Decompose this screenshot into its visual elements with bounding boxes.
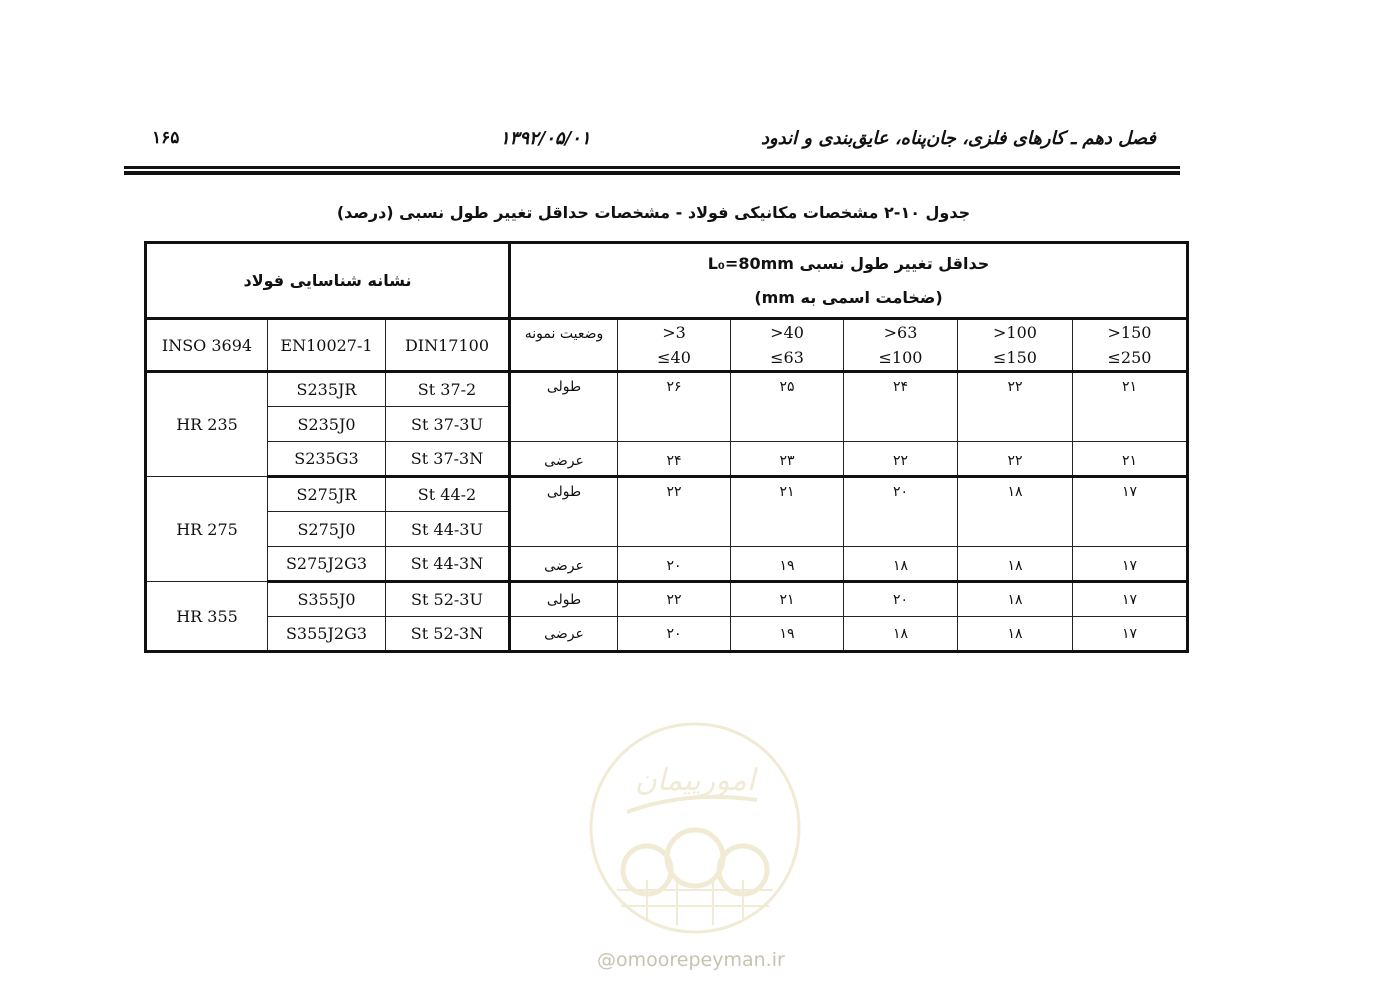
value-cell: ۲۲ — [618, 582, 731, 617]
value-cell: ۲۰ — [844, 477, 958, 547]
value-cell: ۲۵ — [731, 372, 844, 442]
din-grade: St 52-3N — [386, 617, 510, 652]
din-grade: St 37-3N — [386, 442, 510, 477]
value-cell: ۱۸ — [958, 617, 1073, 652]
elongation-header-line2: (ضخامت اسمی به mm) — [754, 287, 943, 307]
value-cell: ۱۹ — [731, 617, 844, 652]
col-range-150-250: >150 ≤250 — [1073, 319, 1188, 372]
value-cell: ۲۱ — [1073, 372, 1188, 442]
en-grade: S235J0 — [268, 407, 386, 442]
condition-longitudinal: طولی — [510, 582, 618, 617]
din-grade: St 37-2 — [386, 372, 510, 407]
value-cell: ۲۰ — [844, 582, 958, 617]
table-caption: جدول ۱۰-۲ مشخصات مکانیکی فولاد - مشخصات حداقل تغییر طول نسبی (درصد) — [336, 203, 971, 222]
header-rule-thin — [124, 166, 1180, 169]
en-grade: S275JR — [268, 477, 386, 512]
value-cell: ۱۸ — [958, 547, 1073, 582]
value-cell: ۲۶ — [618, 372, 731, 442]
value-cell: ۲۰ — [618, 617, 731, 652]
document-date: ۱۳۹۲/۰۵/۰۱ — [500, 128, 591, 149]
value-cell: ۱۸ — [844, 617, 958, 652]
page-number: ۱۶۵ — [152, 128, 180, 148]
condition-longitudinal: طولی — [510, 477, 618, 547]
value-cell: ۱۹ — [731, 547, 844, 582]
en-grade: S235G3 — [268, 442, 386, 477]
value-cell: ۲۱ — [1073, 442, 1188, 477]
watermark-logo — [587, 720, 803, 936]
value-cell: ۱۷ — [1073, 617, 1188, 652]
value-cell: ۲۱ — [731, 477, 844, 547]
condition-transverse: عرضی — [510, 442, 618, 477]
elongation-header-line1: حداقل تغییر طول نسبی L₀=80mm — [707, 253, 990, 273]
din-grade: St 44-3N — [386, 547, 510, 582]
value-cell: ۱۸ — [844, 547, 958, 582]
watermark-logo-text: امورپیمان — [634, 763, 756, 798]
col-range-40-63: >40 ≤63 — [731, 319, 844, 372]
din-grade: St 37-3U — [386, 407, 510, 442]
value-cell: ۱۷ — [1073, 477, 1188, 547]
condition-longitudinal: طولی — [510, 372, 618, 442]
col-insso: INSO 3694 — [146, 319, 268, 372]
value-cell: ۲۲ — [844, 442, 958, 477]
col-range-100-150: >100 ≤150 — [958, 319, 1073, 372]
header-rule-thick — [124, 171, 1180, 175]
value-cell: ۲۴ — [844, 372, 958, 442]
value-cell: ۱۸ — [958, 582, 1073, 617]
value-cell: ۱۷ — [1073, 547, 1188, 582]
value-cell: ۲۴ — [618, 442, 731, 477]
chapter-title: فصل دهم ـ کارهای فلزی، جان‌پناه، عایق‌بندی و اندود — [760, 128, 1156, 149]
col-din: DIN17100 — [386, 319, 510, 372]
en-grade: S235JR — [268, 372, 386, 407]
steel-id-group-header: نشانه شناسایی فولاد — [146, 243, 510, 319]
value-cell: ۲۲ — [958, 442, 1073, 477]
value-cell: ۲۲ — [618, 477, 731, 547]
col-en: EN10027-1 — [268, 319, 386, 372]
condition-transverse: عرضی — [510, 547, 618, 582]
col-range-3-40: >3 ≤40 — [618, 319, 731, 372]
watermark-text: @omoorepeyman.ir — [597, 949, 785, 971]
elongation-group-header — [510, 243, 1188, 319]
value-cell: ۲۰ — [618, 547, 731, 582]
col-condition: وضعیت نمونه — [510, 319, 618, 372]
en-grade: S355J0 — [268, 582, 386, 617]
col-range-63-100: >63 ≤100 — [844, 319, 958, 372]
value-cell: ۲۳ — [731, 442, 844, 477]
en-grade: S275J0 — [268, 512, 386, 547]
insso-grade: HR 355 — [146, 582, 268, 652]
insso-grade: HR 275 — [146, 477, 268, 582]
din-grade: St 52-3U — [386, 582, 510, 617]
steel-elongation-table — [144, 241, 1189, 653]
en-grade: S355J2G3 — [268, 617, 386, 652]
value-cell: ۱۸ — [958, 477, 1073, 547]
en-grade: S275J2G3 — [268, 547, 386, 582]
value-cell: ۲۲ — [958, 372, 1073, 442]
value-cell: ۱۷ — [1073, 582, 1188, 617]
din-grade: St 44-3U — [386, 512, 510, 547]
condition-transverse: عرضی — [510, 617, 618, 652]
insso-grade: HR 235 — [146, 372, 268, 477]
value-cell: ۲۱ — [731, 582, 844, 617]
din-grade: St 44-2 — [386, 477, 510, 512]
